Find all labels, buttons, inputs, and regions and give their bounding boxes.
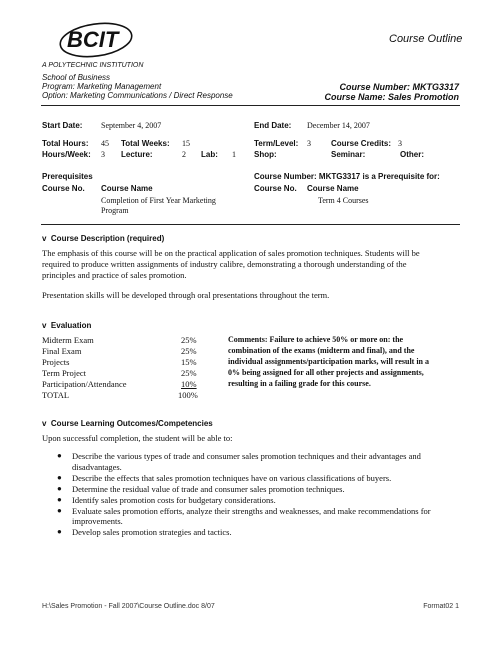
- bcit-logo: [58, 20, 134, 60]
- outcomes-heading: v Course Learning Outcomes/Competencies: [42, 419, 213, 428]
- lab-value: 1: [232, 150, 236, 159]
- eval-item-name: Final Exam: [42, 346, 82, 356]
- logo-text: BCIT: [67, 27, 119, 52]
- institution-tagline: A POLYTECHNIC INSTITUTION: [42, 62, 144, 69]
- eval-item-pct: 25%: [181, 368, 197, 378]
- total-weeks-label: Total Weeks:: [121, 139, 170, 148]
- total-hours-label: Total Hours:: [42, 139, 89, 148]
- eval-item-pct: 25%: [181, 335, 197, 345]
- list-item: ● Determine the residual value of trade and consumer sales promotion techniques.: [57, 483, 345, 494]
- prerequisite-for-title: Course Number: MKTG3317 is a Prerequisite for:: [254, 172, 440, 181]
- eval-item-pct: 10%: [181, 379, 197, 389]
- total-hours-value: 45: [101, 139, 109, 148]
- bullet-icon: ●: [57, 451, 62, 460]
- eval-total-label: TOTAL: [42, 390, 70, 400]
- bullet-v-icon: v: [42, 234, 47, 243]
- lecture-label: Lecture:: [121, 150, 153, 159]
- bullet-icon: ●: [57, 483, 62, 493]
- eval-item-name: Participation/Attendance: [42, 379, 127, 389]
- eval-item-pct: 25%: [181, 346, 197, 356]
- lab-label: Lab:: [201, 150, 218, 159]
- term-level-value: 3: [307, 139, 311, 148]
- school-name: School of Business: [42, 73, 111, 82]
- end-date-label: End Date:: [254, 121, 292, 130]
- list-item: ● Develop sales promotion strategies and tactics.: [57, 527, 232, 537]
- evaluation-heading: v Evaluation: [42, 321, 92, 330]
- seminar-label: Seminar:: [331, 150, 366, 159]
- eval-total-value: 100%: [178, 390, 198, 400]
- eval-comment-line: 0% being assigned for all other projects and assignments,: [228, 368, 424, 377]
- description-line3: principles and practice of sales promotion.: [42, 270, 187, 280]
- description-para2: Presentation skills will be developed through oral presentations throughout the term.: [42, 290, 330, 300]
- bullet-v-icon: v: [42, 419, 47, 428]
- eval-item-name: Midterm Exam: [42, 335, 94, 345]
- col-course-no: Course No.: [42, 184, 85, 193]
- shop-label: Shop:: [254, 150, 277, 159]
- eval-comment-line: Comments: Failure to achieve 50% or more on: the: [228, 335, 404, 344]
- eval-comment-line: combination of the exams (midterm and final), and the: [228, 346, 415, 355]
- divider: [41, 105, 460, 106]
- option-name: Option: Marketing Communications / Direct Response: [42, 91, 233, 100]
- program-name: Program: Marketing Management: [42, 82, 162, 91]
- prereq-for-name: Term 4 Courses: [318, 196, 369, 205]
- eval-comment-line: individual assignments/participation marks, will result in a: [228, 357, 429, 366]
- bullet-icon: ●: [57, 472, 62, 482]
- hours-per-week-value: 3: [101, 150, 105, 159]
- course-number: Course Number: MKTG3317: [339, 82, 459, 92]
- start-date-value: September 4, 2007: [101, 121, 162, 130]
- outcomes-list: [54, 451, 454, 538]
- start-date-label: Start Date:: [42, 121, 83, 130]
- list-item: ● Evaluate sales promotion efforts, analyze their strengths and weaknesses, and make recommendations for improvements.: [57, 505, 431, 526]
- col-course-name-right: Course Name: [307, 184, 359, 193]
- document-type: Course Outline: [389, 33, 463, 45]
- eval-comment-line: resulting in a failing grade for this course.: [228, 379, 371, 388]
- bullet-icon: ●: [57, 527, 62, 536]
- divider: [41, 224, 460, 225]
- footer-page: Format02 1: [423, 603, 459, 610]
- eval-item-pct: 15%: [181, 357, 197, 367]
- col-course-no-right: Course No.: [254, 184, 297, 193]
- prereq-name-line2: Program: [101, 206, 129, 215]
- description-line1: The emphasis of this course will be on the practical application of sales promotion techniques. Students will be: [42, 248, 420, 258]
- hours-per-week-label: Hours/Week:: [42, 150, 91, 159]
- description-heading: v Course Description (required): [42, 234, 165, 243]
- prereq-name-line1: Completion of First Year Marketing: [101, 196, 216, 205]
- list-item: ● Identify sales promotion costs for budgetary considerations.: [57, 494, 276, 505]
- bullet-v-icon: v: [42, 321, 47, 330]
- term-level-label: Term/Level:: [254, 139, 299, 148]
- list-item: ● Describe the various types of trade and consumer sales promotion techniques and their advantages and disadvantages.: [57, 451, 421, 472]
- bullet-icon: ●: [57, 494, 62, 504]
- bullet-icon: ●: [57, 505, 62, 515]
- eval-item-name: Projects: [42, 357, 70, 367]
- lecture-value: 2: [182, 150, 186, 159]
- outcomes-intro: Upon successful completion, the student will be able to:: [42, 433, 233, 443]
- list-item: ● Describe the effects that sales promotion techniques have on various classifications of buyers.: [57, 472, 392, 483]
- course-name: Course Name: Sales Promotion: [324, 92, 459, 102]
- other-label: Other:: [400, 150, 424, 159]
- course-credits-value: 3: [398, 139, 402, 148]
- prerequisites-title: Prerequisites: [42, 172, 93, 181]
- course-credits-label: Course Credits:: [331, 139, 392, 148]
- end-date-value: December 14, 2007: [307, 121, 370, 130]
- eval-item-name: Term Project: [42, 368, 87, 378]
- footer-file-path: H:\Sales Promotion - Fall 2007\Course Outline.doc 8/07: [42, 603, 215, 610]
- total-weeks-value: 15: [182, 139, 190, 148]
- description-line2: required to produce written assignments of industry calibre, demonstrating a thorough understanding of the: [42, 259, 407, 269]
- col-course-name: Course Name: [101, 184, 153, 193]
